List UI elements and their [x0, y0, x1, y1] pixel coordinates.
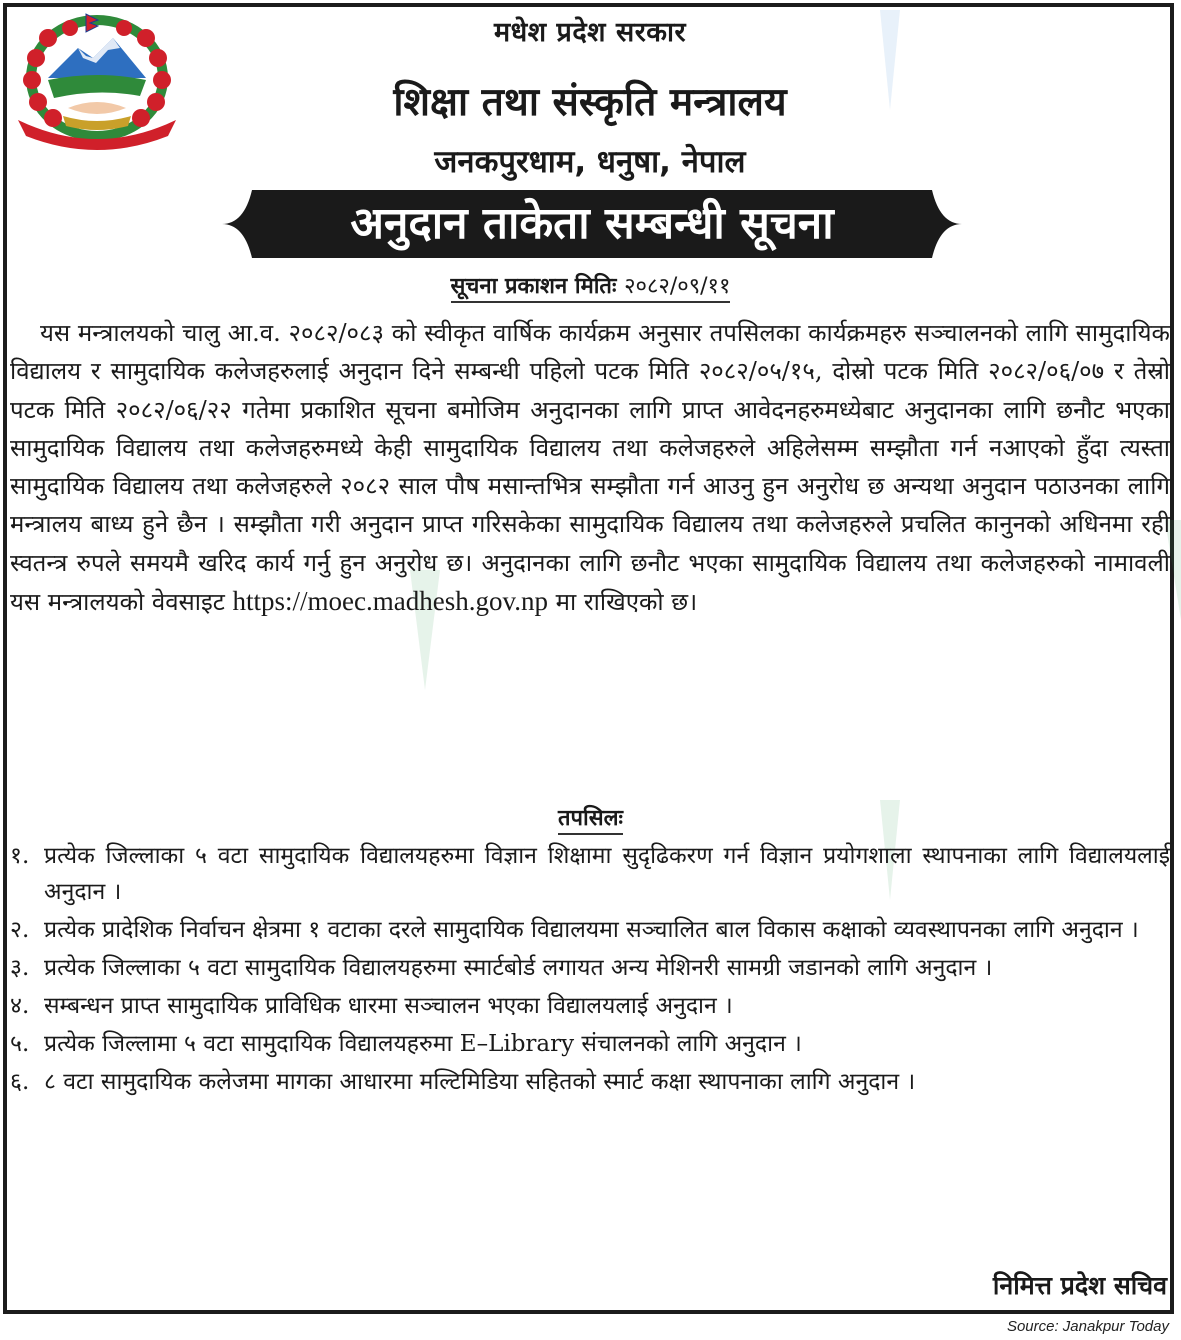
- item-number: १.: [10, 843, 30, 869]
- signatory-title: निमित्त प्रदेश सचिव: [992, 1271, 1167, 1300]
- list-item: [10, 950, 1170, 986]
- nepal-emblem-icon: [8, 8, 186, 158]
- item-text: प्रत्येक प्रादेशिक निर्वाचन क्षेत्रमा १ वटाका दरले सामुदायिक विद्यालयमा सञ्चालित बाल विकास कक्षाको व्यवस्थापनका लागि अनुदान ।: [44, 917, 1139, 943]
- publication-date-label: सूचना प्रकाशन मितिः: [450, 274, 617, 299]
- item-number: ४.: [10, 993, 30, 1019]
- government-name: मधेश प्रदेश सरकार: [493, 17, 687, 48]
- item-number: २.: [10, 917, 30, 943]
- notice-title-banner: [222, 190, 962, 258]
- schedule-list: [10, 838, 1170, 1102]
- item-number: ५.: [10, 1031, 30, 1057]
- item-number: ६.: [10, 1069, 30, 1095]
- notice-body-tail: मा राखिएको छ।: [555, 588, 698, 617]
- list-item: [10, 1026, 1170, 1062]
- schedule-heading: [0, 802, 1181, 832]
- source-credit: Source: Janakpur Today: [1006, 1318, 1169, 1335]
- schedule-heading-text: तपसिलः: [558, 806, 623, 835]
- publication-date-value: २०८२/०९/११: [624, 274, 731, 299]
- list-item: [10, 912, 1170, 948]
- item-text: प्रत्येक जिल्लाका ५ वटा सामुदायिक विद्यालयहरुमा विज्ञान शिक्षामा सुदृढिकरण गर्न विज्ञान प्रयोगशाला स्थापनाका लागि विद्यालयलाई अनुदान ।: [44, 843, 1170, 905]
- office-location: जनकपुरधाम, धनुषा, नेपाल: [434, 144, 746, 180]
- ministry-website-link[interactable]: https://moec.madhesh.gov.np: [232, 586, 548, 617]
- list-item: [10, 1064, 1170, 1100]
- notice-body: [10, 314, 1170, 621]
- item-text: प्रत्येक जिल्लामा ५ वटा सामुदायिक विद्यालयहरुमा E–Library संचालनको लागि अनुदान ।: [44, 1031, 802, 1057]
- ministry-name: शिक्षा तथा संस्कृति मन्त्रालय: [393, 80, 787, 125]
- item-text: प्रत्येक जिल्लाका ५ वटा सामुदायिक विद्यालयहरुमा स्मार्टबोर्ड लगायत अन्य मेशिनरी सामग्री जडानको लागि अनुदान ।: [44, 955, 993, 981]
- publication-date: [0, 270, 1181, 300]
- item-text: ८ वटा सामुदायिक कलेजमा मागका आधारमा मल्टिमिडिया सहितको स्मार्ट कक्षा स्थापनाका लागि अनुदान ।: [44, 1069, 916, 1095]
- item-text: सम्बन्धन प्राप्त सामुदायिक प्राविधिक धारमा सञ्चालन भएका विद्यालयलाई अनुदान ।: [44, 993, 733, 1019]
- list-item: [10, 838, 1170, 910]
- list-item: [10, 988, 1170, 1024]
- notice-title: अनुदान ताकेता सम्बन्धी सूचना: [350, 198, 834, 249]
- item-number: ३.: [10, 955, 30, 981]
- notice-body-text: यस मन्त्रालयको चालु आ.व. २०८२/०८३ को स्वीकृत वार्षिक कार्यक्रम अनुसार तपसिलका कार्यक्रमहरु सञ्चालनको लागि सामुदायिक विद्यालय र सामुदायिक कलेजहरुलाई अनुदान दिने सम्बन्धी पहिलो पटक मिति २०८२/०५/१५, दोस्रो पटक मिति २०८२/०६/०७ र तेस्रो पटक मिति २०८२/०६/२२ गतेमा प्रकाशित सूचना बमोजिम अनुदानका लागि प्राप्त आवेदनहरुमध्येबाट अनुदानका लागि छनौट भएका सामुदायिक विद्यालय तथा कलेजहरुमध्ये केही सामुदायिक विद्यालय तथा कलेजहरुले अहिलेसम्म सम्झौता गर्न नआएको हुँदा त्यस्ता सामुदायिक विद्यालय तथा कलेजहरुले २०८२ साल पौष मसान्तभित्र सम्झौता गर्न आउनु हुन अनुरोध छ अन्यथा अनुदान पठाउनका लागि मन्त्रालय बाध्य हुने छैन । सम्झौता गरी अनुदान प्राप्त गरिसकेका सामुदायिक विद्यालय तथा कलेजहरुले प्रचलित कानुनको अधिनमा रही स्वतन्त्र रुपले समयमै खरिद कार्य गर्नु हुन अनुरोध छ। अनुदानका लागि छनौट भएका सामुदायिक विद्यालय तथा कलेजहरुको नामावली यस मन्त्रालयको वेवसाइट: [10, 319, 1170, 617]
